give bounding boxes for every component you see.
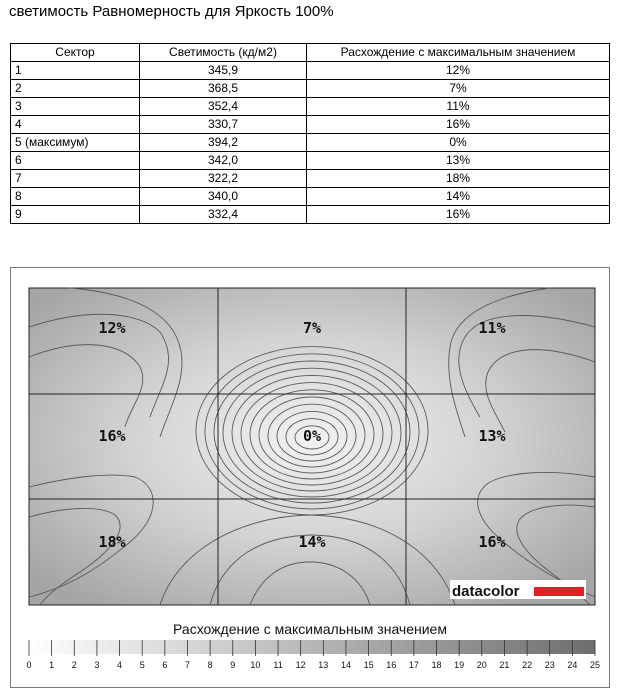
legend-tick-label: 19 [454,660,465,670]
heatmap-svg [10,267,610,688]
legend-tick-label: 10 [250,660,261,670]
sector-cell: 8 [11,188,140,206]
sector-cell: 5 (максимум) [11,134,140,152]
luminance-cell: 330,7 [140,116,307,134]
column-header-luminance: Светимость (кд/м2) [140,44,307,62]
legend-tick-label: 15 [363,660,374,670]
deviation-cell: 16% [307,206,610,224]
luminance-cell: 394,2 [140,134,307,152]
table-header-row [11,44,610,62]
legend-tick-label: 4 [117,660,123,670]
legend-tick-label: 6 [162,660,168,670]
uniformity-heatmap [10,267,610,688]
sector-label-4: 16% [98,427,126,445]
legend-tick-label: 24 [567,660,578,670]
sector-label-3: 11% [478,319,506,337]
legend-tick-label: 11 [273,660,283,670]
legend-tick-label: 2 [71,660,77,670]
legend-tick-label: 23 [544,660,555,670]
luminance-cell: 340,0 [140,188,307,206]
legend-tick-label: 20 [476,660,487,670]
sector-cell: 3 [11,98,140,116]
sector-label-8: 14% [298,533,326,551]
legend-scale [29,640,595,654]
deviation-cell: 14% [307,188,610,206]
legend-tick-label: 22 [522,660,533,670]
luminance-cell: 332,4 [140,206,307,224]
deviation-cell: 13% [307,152,610,170]
deviation-cell: 7% [307,80,610,98]
table-row [11,206,610,224]
sector-cell: 7 [11,170,140,188]
luminance-cell: 368,5 [140,80,307,98]
legend-tick-label: 3 [94,660,100,670]
legend-tick-label: 18 [431,660,442,670]
table-row [11,80,610,98]
table-row [11,152,610,170]
legend-tick-label: 14 [340,660,351,670]
deviation-cell: 16% [307,116,610,134]
luminance-cell: 342,0 [140,152,307,170]
column-header-deviation: Расхождение с максимальным значением [307,44,610,62]
table-row [11,188,610,206]
datacolor-logo [450,580,586,600]
legend-tick-label: 7 [184,660,190,670]
table-row [11,62,610,80]
page-title: светимость Равномерность для Яркость 100% [9,3,334,20]
sector-cell: 2 [11,80,140,98]
table-row [11,98,610,116]
luminance-cell: 345,9 [140,62,307,80]
legend-tick-label: 13 [318,660,329,670]
sector-label-1: 12% [98,319,126,337]
sector-label-5: 0% [302,427,322,445]
sector-label-7: 18% [98,533,126,551]
legend-tick-label: 0 [26,660,32,670]
legend-tick-label: 16 [386,660,397,670]
sector-label-2: 7% [302,319,322,337]
legend-tick-label: 5 [139,660,145,670]
column-header-sector: Сектор [11,44,140,62]
luminance-cell: 322,2 [140,170,307,188]
sector-cell: 9 [11,206,140,224]
uniformity-table [10,43,610,224]
deviation-cell: 0% [307,134,610,152]
legend-tick-label: 17 [408,660,419,670]
deviation-cell: 12% [307,62,610,80]
legend-tick-label: 21 [499,660,510,670]
legend-tick-label: 9 [230,660,236,670]
luminance-cell: 352,4 [140,98,307,116]
sector-label-9: 16% [478,533,506,551]
sector-cell: 6 [11,152,140,170]
legend-tick-label: 1 [49,660,55,670]
deviation-cell: 11% [307,98,610,116]
deviation-cell: 18% [307,170,610,188]
sector-cell: 1 [11,62,140,80]
legend-tick-label: 25 [589,660,601,670]
table-row [11,170,610,188]
sector-cell: 4 [11,116,140,134]
legend-title: Расхождение с максимальным значением [173,621,447,637]
table-row [11,134,610,152]
logo-text: datacolor [452,583,520,600]
legend-tick-label: 12 [295,660,306,670]
legend-tick-label: 8 [207,660,213,670]
sector-label-6: 13% [478,427,506,445]
table-row [11,116,610,134]
